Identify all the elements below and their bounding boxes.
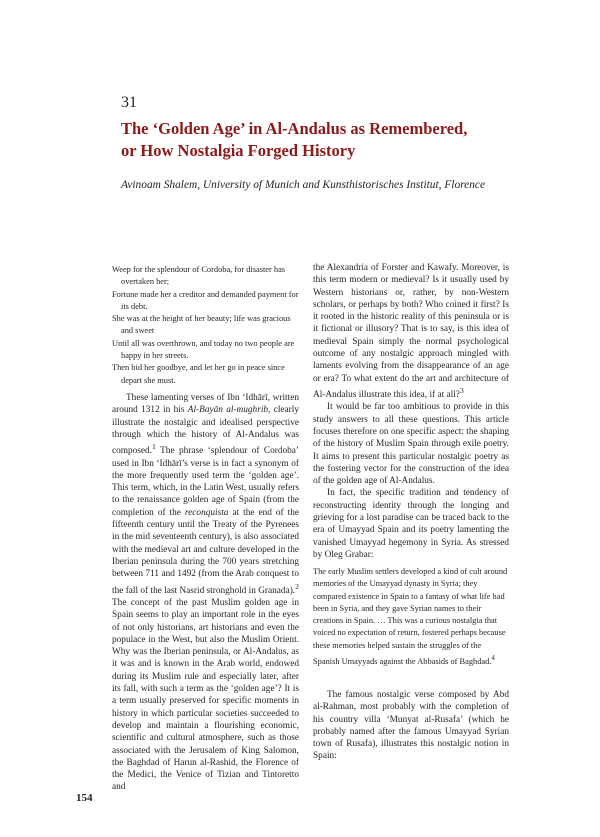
block-quote: The early Muslim settlers developed a kind of cult around memories of the Umayyad dynasty in Syria; they compared existence in Spain to a fantasy of what life had been in Syria, and they gave Syrian names to their creations in Spain. … This was a curious nostalgia that voiced no expectation of return, fostered perhaps because these memories helped sustain the struggles of the Spanish Umayyads against the Abbasids of Baghdad.$^4$ [313,567,508,666]
footnote-ref[interactable]: 4 [491,654,495,663]
body-paragraph: It would be far too ambitious to provide in this study answers to all these questions. This article focuses therefore on one specific aspect: the shaping of the history of Muslim Spain through exile poetry. It aims to present this particular nostalgic poetry as the fostering vector for the construction of the idea of the golden age of Al-Andalus. [313,402,509,487]
poem-line: Weep for the splendour of Cordoba, for disaster has overtaken her; [112,265,286,287]
left-column [112,392,299,794]
body-paragraph: the Alexandria of Forster and Kawafy. Moreover, is this term modern or medieval? Is it usually used by Western historians or, rather, by non-Western scholars, or perhaps by both? Who coined it first? Is it rooted in the historic reality of this peninsula or is it fictional or illusory? That is to say, is this idea of medieval Spain simply the normal psychological outcome of any nostalgic approach mingled with laments evolving from the disappearance of an age or era? To what extent do the art and architecture of Al-Andalus illustrate this idea, if at all?$^3$ [313,263,509,401]
footnote-ref[interactable]: 1 [152,442,156,452]
epigraph-poem [112,264,300,387]
poem-line: Then bid her goodbye, and let her go in peace since depart she must. [112,363,285,385]
poem-line: She was at the height of her beauty; life was gracious and sweet [112,314,291,336]
body-paragraph: In fact, the specific tradition and tendency of reconstructing identity through the longing and grieving for a lost paradise can be traced back to the era of Umayyad Spain and its poetry lamenting the vanished Umayyad hegemony in Syria. As stressed by Oleg Grabar: [313,488,509,560]
chapter-title-line-1: The ‘Golden Age’ in Al-Andalus as Remembered, [121,119,468,138]
chapter-title [121,118,541,162]
chapter-number: 31 [121,94,137,111]
chapter-title-line-2: or How Nostalgia Forged History [121,141,356,160]
page-number: 154 [76,792,93,804]
body-paragraph: The famous nostalgic verse composed by Abd al-Rahman, most probably with the completion of his country villa ‘Munyat al-Rusafa’ (which he probably named after the famous Umayyad Syrian town of Rusafa), illustrates this nostalgic notion in Spain: [313,690,509,762]
footnote-ref[interactable]: 2 [295,581,299,591]
author-line: Avinoam Shalem, University of Munich and Kunsthistorisches Institut, Florence [121,179,486,191]
footnote-ref[interactable]: 3 [459,385,464,395]
right-column-top [313,262,509,561]
body-paragraph: These lamenting verses of Ibn ‘Idhārī, written around 1312 in his Al-Bayān al-mughrib, clearly illustrate the nostalgic and idealised perspective through which the history of Al-Andalus was composed.$^1$ The phrase ‘splendour of Cordoba’ used in Ibn ‘Idhārī’s verse is in fact a synonym of the more frequently used term the ‘golden age’. This term, which, in the Latin West, usually refers to the renaissance golden age of Spain (from the completion of the reconquista at the end of the fifteenth century until the Treaty of the Pyrenees in the mid seventeenth century), is also associated with the medieval art and culture developed in the Iberian peninsula during the 700 years stretching between 711 and 1492 (from the Arab conquest to the fall of the last Nasrid stronghold in Granada).$^2$ The concept of the past Muslim golden age in Spain seems to play an important role in the eyes of not only historians, art historians and even the populace in the West, but also the Muslim Orient. Why was the Iberian peninsula, or Al-Andalus, as it was and is known in the Arab world, endowed during its Muslim rule and especially later, after its fall, with such a term as the ‘golden age’? It is a term usually preserved for specific moments in history in which particular societies succeeded to develop and maintain a flourishing economic, scientific and cultural atmosphere, such as those associated with the Jerusalem of King Salomon, the Baghdad of Harun al-Rashid, the Florence of the Medici, the Venice of Tizian and Tintoretto and [112,393,300,793]
poem-line: Fortune made her a creditor and demanded payment for its debt. [112,289,299,311]
poem-line: Until all was overthrown, and today no two people are happy in her streets. [112,338,295,361]
right-column-bottom [313,689,509,763]
